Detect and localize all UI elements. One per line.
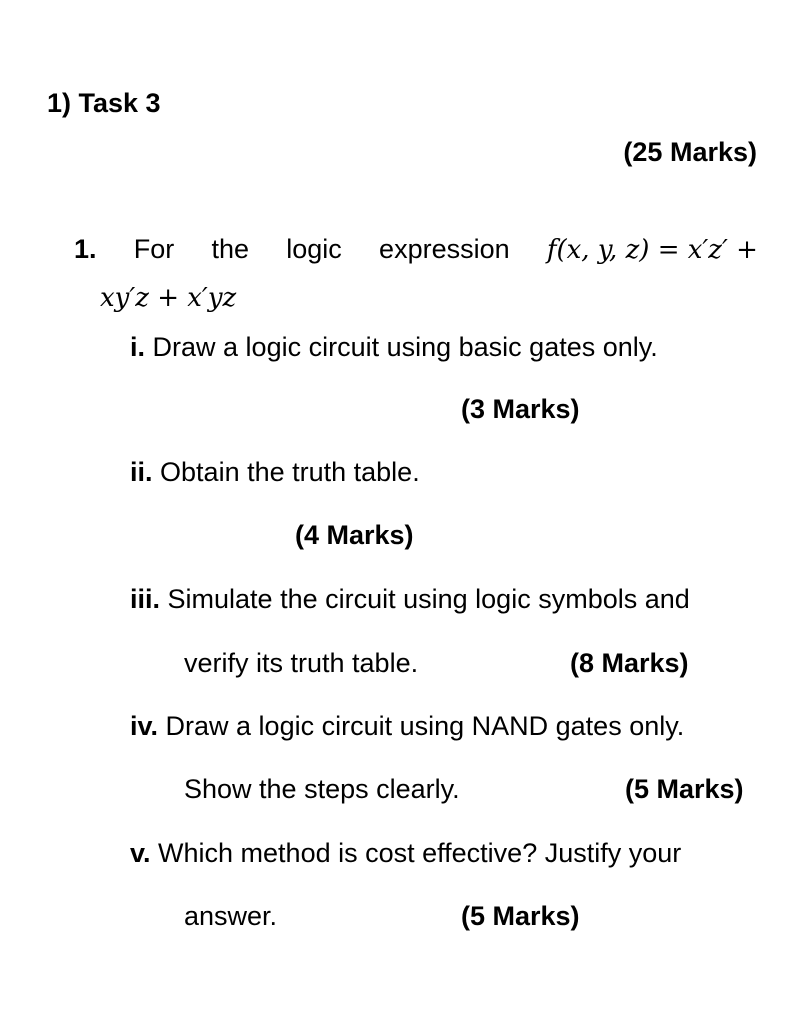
part-iii-marks: (8 Marks) bbox=[570, 648, 689, 678]
part-number: iii. bbox=[130, 584, 161, 614]
expression-line-1: f(x, y, z) = x′z′ + bbox=[546, 235, 758, 265]
part-iv-line-1 bbox=[130, 709, 684, 743]
part-i-marks: (3 Marks) bbox=[461, 394, 580, 424]
part-text: Which method is cost effective? Justify your bbox=[158, 838, 682, 868]
part-number: iv. bbox=[130, 711, 159, 741]
part-iii-line-2: verify its truth table. bbox=[184, 648, 419, 678]
question-number: 1. bbox=[74, 234, 97, 264]
part-ii-line bbox=[130, 455, 420, 489]
expression-line-2: xy′z + x′yz bbox=[100, 283, 237, 313]
part-text: Simulate the circuit using logic symbols and bbox=[167, 584, 690, 614]
question-line-1 bbox=[74, 232, 758, 267]
part-iv-marks: (5 Marks) bbox=[625, 774, 744, 804]
part-iii-line-1 bbox=[130, 582, 690, 616]
part-v-line-1 bbox=[130, 836, 681, 870]
part-v-line-2: answer. bbox=[184, 901, 278, 931]
part-text: Obtain the truth table. bbox=[160, 457, 420, 487]
task-title: 1) Task 3 bbox=[47, 88, 161, 118]
part-v-marks: (5 Marks) bbox=[461, 901, 580, 931]
part-i-line bbox=[130, 330, 757, 364]
intro-word: logic bbox=[286, 234, 342, 264]
part-number: ii. bbox=[130, 457, 153, 487]
intro-word: expression bbox=[379, 234, 510, 264]
total-marks: (25 Marks) bbox=[623, 137, 757, 167]
intro-word: the bbox=[211, 234, 250, 264]
part-text: Draw a logic circuit using NAND gates only. bbox=[165, 711, 685, 741]
part-text: Draw a logic circuit using basic gates only. bbox=[152, 332, 658, 362]
part-number: v. bbox=[130, 838, 151, 868]
part-number: i. bbox=[130, 332, 146, 362]
part-ii-marks: (4 Marks) bbox=[295, 520, 414, 550]
intro-word: For bbox=[133, 234, 175, 264]
part-iv-line-2: Show the steps clearly. bbox=[184, 774, 460, 804]
